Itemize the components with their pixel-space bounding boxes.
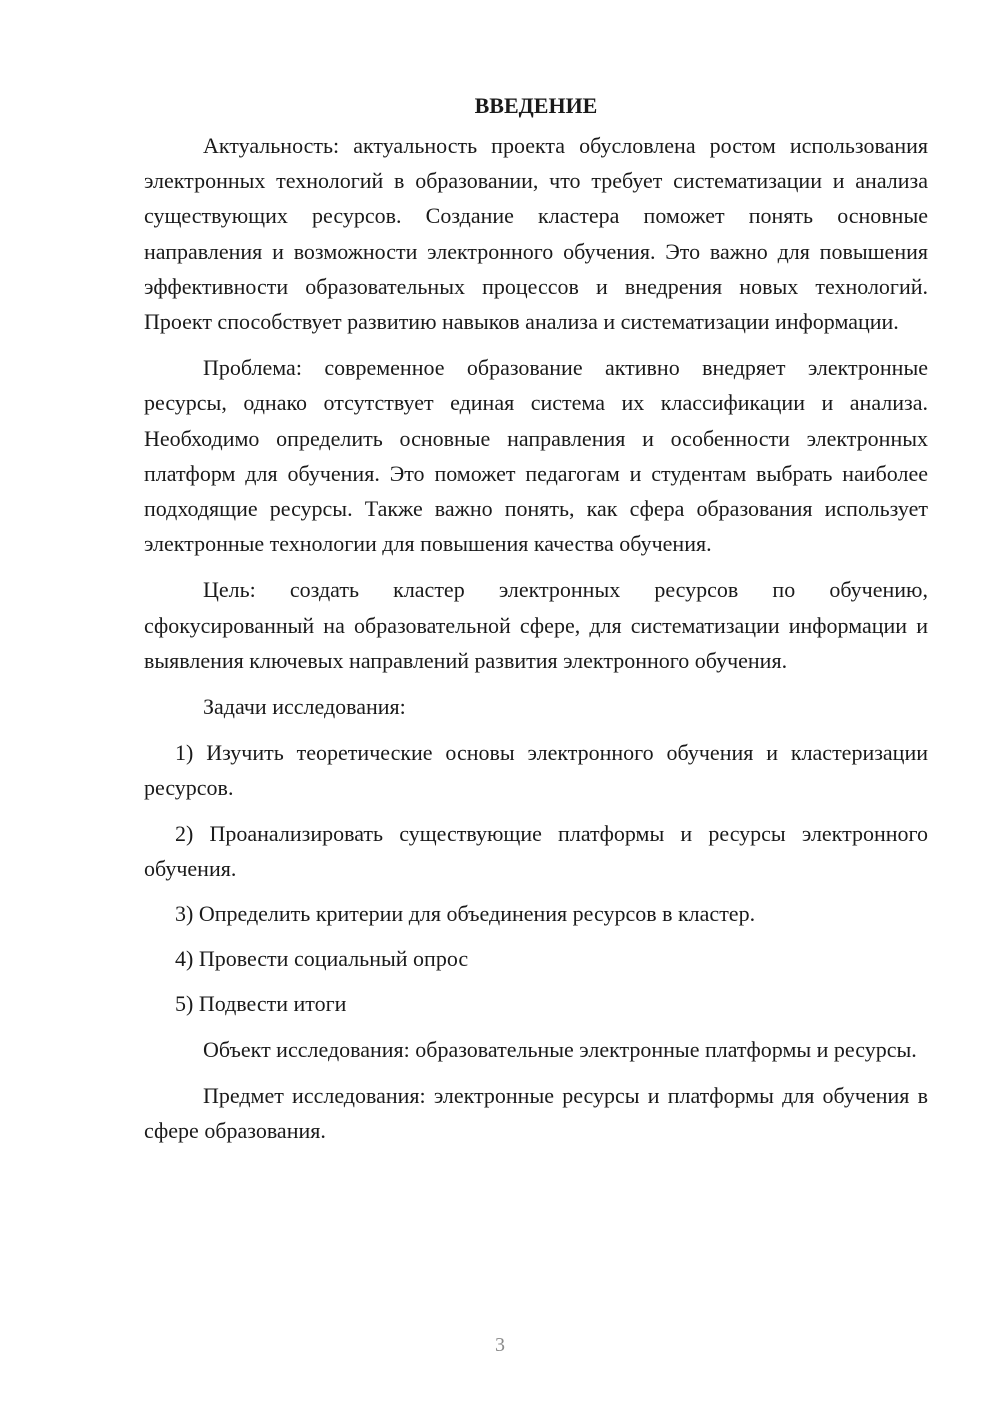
task-item: 3) Определить критерии для объединения ресурсов в кластер.	[175, 901, 756, 927]
paragraph-object: Объект исследования: образовательные электронные платформы и ресурсы.	[203, 1036, 917, 1062]
document-page	[144, 90, 928, 1159]
page-number: 3	[495, 1334, 505, 1356]
paragraph-tasks-heading: Задачи исследования:	[203, 694, 406, 720]
task-item: 5) Подвести итоги	[175, 991, 347, 1017]
paragraph-problem: Проблема: современное образование активно внедряет электронные ресурсы, однако отсутствует единая система их классификации и анализа. Необходимо определить основные направления и особенности электронных платформ для обучения. Это поможет педагогам и студентам выбрать наиболее подходящие ресурсы. Также важно понять, как сфера образования использует электронные технологии для повышения качества обучения.	[144, 355, 928, 557]
task-item: 1) Изучить теоретические основы электронного обучения и кластеризации ресурсов.	[144, 740, 928, 801]
paragraph-relevance: Актуальность: актуальность проекта обусловлена ростом использования электронных технологий в образовании, что требует систематизации и анализа существующих ресурсов. Создание кластера поможет понять основные направления и возможности электронного обучения. Это важно для повышения эффективности образовательных процессов и внедрения новых технологий. Проект способствует развитию навыков анализа и систематизации информации.	[144, 133, 928, 335]
page-title: ВВЕДЕНИЕ	[474, 93, 598, 118]
task-item: 2) Проанализировать существующие платформы и ресурсы электронного обучения.	[144, 820, 928, 881]
paragraph-goal: Цель: создать кластер электронных ресурсов по обучению, сфокусированный на образовательной сфере, для систематизации информации и выявления ключевых направлений развития электронного обучения.	[144, 577, 928, 673]
paragraph-subject: Предмет исследования: электронные ресурсы и платформы для обучения в сфере образования.	[144, 1082, 928, 1144]
task-item: 4) Провести социальный опрос	[175, 946, 469, 972]
